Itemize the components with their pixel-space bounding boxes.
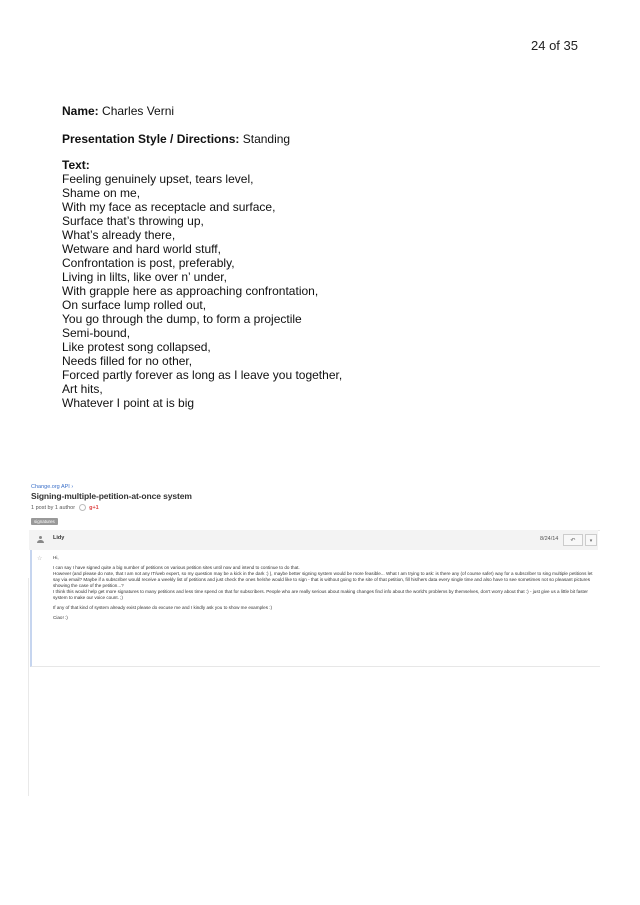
text-heading — [62, 158, 90, 172]
poem-line: Shame on me, — [62, 186, 141, 200]
globe-icon[interactable] — [79, 504, 86, 511]
poem-line: Living in lilts, like over n’ under, — [62, 270, 227, 284]
gplus-button[interactable]: g+1 — [89, 504, 99, 511]
posts-count: 1 post by 1 author — [31, 504, 76, 511]
poem-line: Needs filled for no other, — [62, 354, 193, 368]
breadcrumb[interactable]: Change.org API › — [31, 484, 74, 490]
poem-line: Semi-bound, — [62, 326, 131, 340]
poem-line: Forced partly forever as long as I leave you together, — [62, 368, 343, 382]
reply-button[interactable] — [563, 534, 583, 546]
presentation-value: Standing — [242, 132, 291, 146]
presentation-line — [62, 132, 290, 146]
poem-line: Feeling genuinely upset, tears level, — [62, 172, 254, 186]
poem-line: Whatever I point at is big — [62, 396, 195, 410]
star-icon[interactable]: ☆ — [37, 556, 43, 562]
poem-text — [62, 172, 342, 410]
poem-line: Art hits, — [62, 382, 103, 396]
posts-info — [31, 504, 99, 511]
post-signoff: Ciao! :) — [53, 615, 68, 620]
poem-line: Surface that’s throwing up, — [62, 214, 204, 228]
poem-line: On surface lump rolled out, — [62, 298, 207, 312]
post-paragraph: If any of that kind of system already exist please do excuse me and I kindly ask you to show me examples :) — [53, 605, 273, 610]
reply-icon: ↶ — [570, 538, 576, 544]
post-paragraph: I think this would help get more signatures to many petitions and less time spend on that for subscribers. People who are really serious about making changes find info about the world's problems by themselves, don't worry about that :) - just give us a little bit faster system to make our voice count. ;) — [53, 589, 588, 600]
poem-line: With grapple here as approaching confrontation, — [62, 284, 319, 298]
name-value: Charles Verni — [102, 104, 175, 118]
post-paragraph: However (and please do note, that I am not any IT/web expert, so my question may be a kick in the dark :) ), maybe better signing system would be more feasible... What I am trying to ask: is there any (of course safe!) way for a subscriber to sing multiple petitions let say via email? Maybe if a subscriber would receive a weekly list of petitions and just check the ones he/she would like to sign - that is without going to the site of that petition, fill his/hers data every single time and also have to see sometimes not so pleasant pictures showing the case of the petition...? — [53, 571, 593, 588]
presentation-label: Presentation Style / Directions: — [62, 132, 240, 146]
post-header — [29, 530, 598, 550]
post-author[interactable]: Lidy — [53, 535, 65, 541]
poem-line: Like protest song collapsed, — [62, 340, 211, 354]
post-paragraph: I can say I have signed quite a big number of petitions on various petition sites until now and intend to continue to do that. — [53, 565, 300, 570]
text-label: Text: — [62, 158, 90, 172]
post-body — [53, 555, 593, 625]
forum-screenshot — [28, 478, 602, 796]
more-options-button[interactable] — [585, 534, 597, 546]
chevron-down-icon: ▾ — [589, 538, 593, 544]
poem-line: You go through the dump, to form a projectile — [62, 312, 302, 326]
page-number: 24 of 35 — [531, 38, 578, 53]
poem-line: Confrontation is post, preferably, — [62, 256, 235, 270]
post-date: 8/24/14 — [540, 536, 559, 542]
poem-line: What’s already there, — [62, 228, 176, 242]
poem-line: Wetware and hard world stuff, — [62, 242, 221, 256]
thread-title: Signing-multiple-petition-at-once system — [31, 491, 192, 501]
tag-badge[interactable]: signatures — [31, 518, 58, 525]
divider — [28, 578, 29, 796]
poem-line: With my face as receptacle and surface, — [62, 200, 276, 214]
name-label: Name: — [62, 104, 99, 118]
name-line — [62, 104, 174, 118]
post-greeting: Hi, — [53, 555, 59, 560]
avatar-icon — [37, 536, 44, 543]
